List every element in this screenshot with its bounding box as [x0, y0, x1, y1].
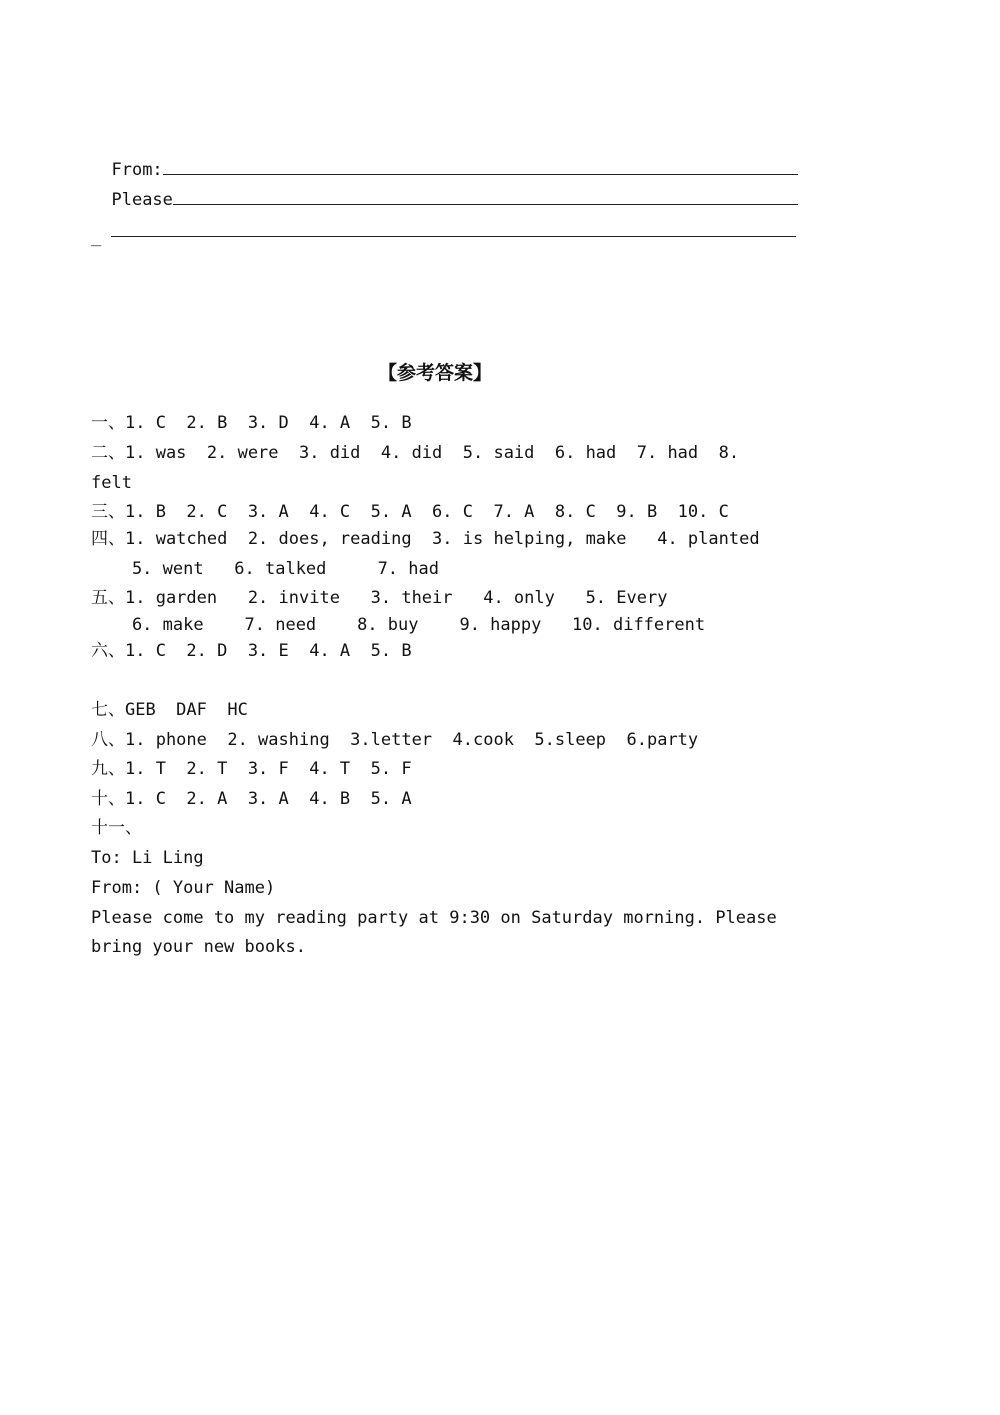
note-to-line: To: Li Ling	[91, 848, 204, 868]
answer-line-5: 五、1. garden 2. invite 3. their 4. only 5. Every	[91, 588, 668, 608]
note-from-line: From: ( Your Name)	[91, 878, 276, 898]
please-label: Please	[111, 190, 173, 210]
from-label: From:	[111, 160, 163, 180]
answer-line-1: 一、1. C 2. B 3. D 4. A 5. B	[91, 413, 412, 433]
answer-line-2-cont: felt	[91, 473, 132, 493]
answer-key-title: 【参考答案】	[377, 362, 492, 384]
answer-line-2: 二、1. was 2. were 3. did 4. did 5. said 6. had 7. had 8.	[91, 443, 740, 463]
blank-line	[91, 198, 796, 243]
answer-line-4-cont: 5. went 6. talked 7. had	[91, 559, 439, 579]
full-blank	[111, 220, 796, 237]
note-body-line-1: Please come to my reading party at 9:30 on Saturday morning. Please	[91, 908, 777, 928]
answer-line-6: 六、1. C 2. D 3. E 4. A 5. B	[91, 641, 412, 661]
trailing-dash: _	[91, 227, 102, 247]
answer-line-9: 九、1. T 2. T 3. F 4. T 5. F	[91, 759, 412, 779]
answer-line-10: 十、1. C 2. A 3. A 4. B 5. A	[91, 789, 412, 809]
answer-line-3: 三、1. B 2. C 3. A 4. C 5. A 6. C 7. A 8. C 9. B 10. C	[91, 502, 729, 522]
answer-line-4: 四、1. watched 2. does, reading 3. is helping, make 4. planted	[91, 529, 760, 549]
answer-line-11: 十一、	[91, 818, 142, 838]
answer-line-8: 八、1. phone 2. washing 3.letter 4.cook 5.sleep 6.party	[91, 730, 699, 750]
answer-line-7: 七、GEB DAF HC	[91, 700, 248, 720]
answer-line-5-cont: 6. make 7. need 8. buy 9. happy 10. different	[91, 615, 706, 635]
note-body-line-2: bring your new books.	[91, 937, 306, 957]
